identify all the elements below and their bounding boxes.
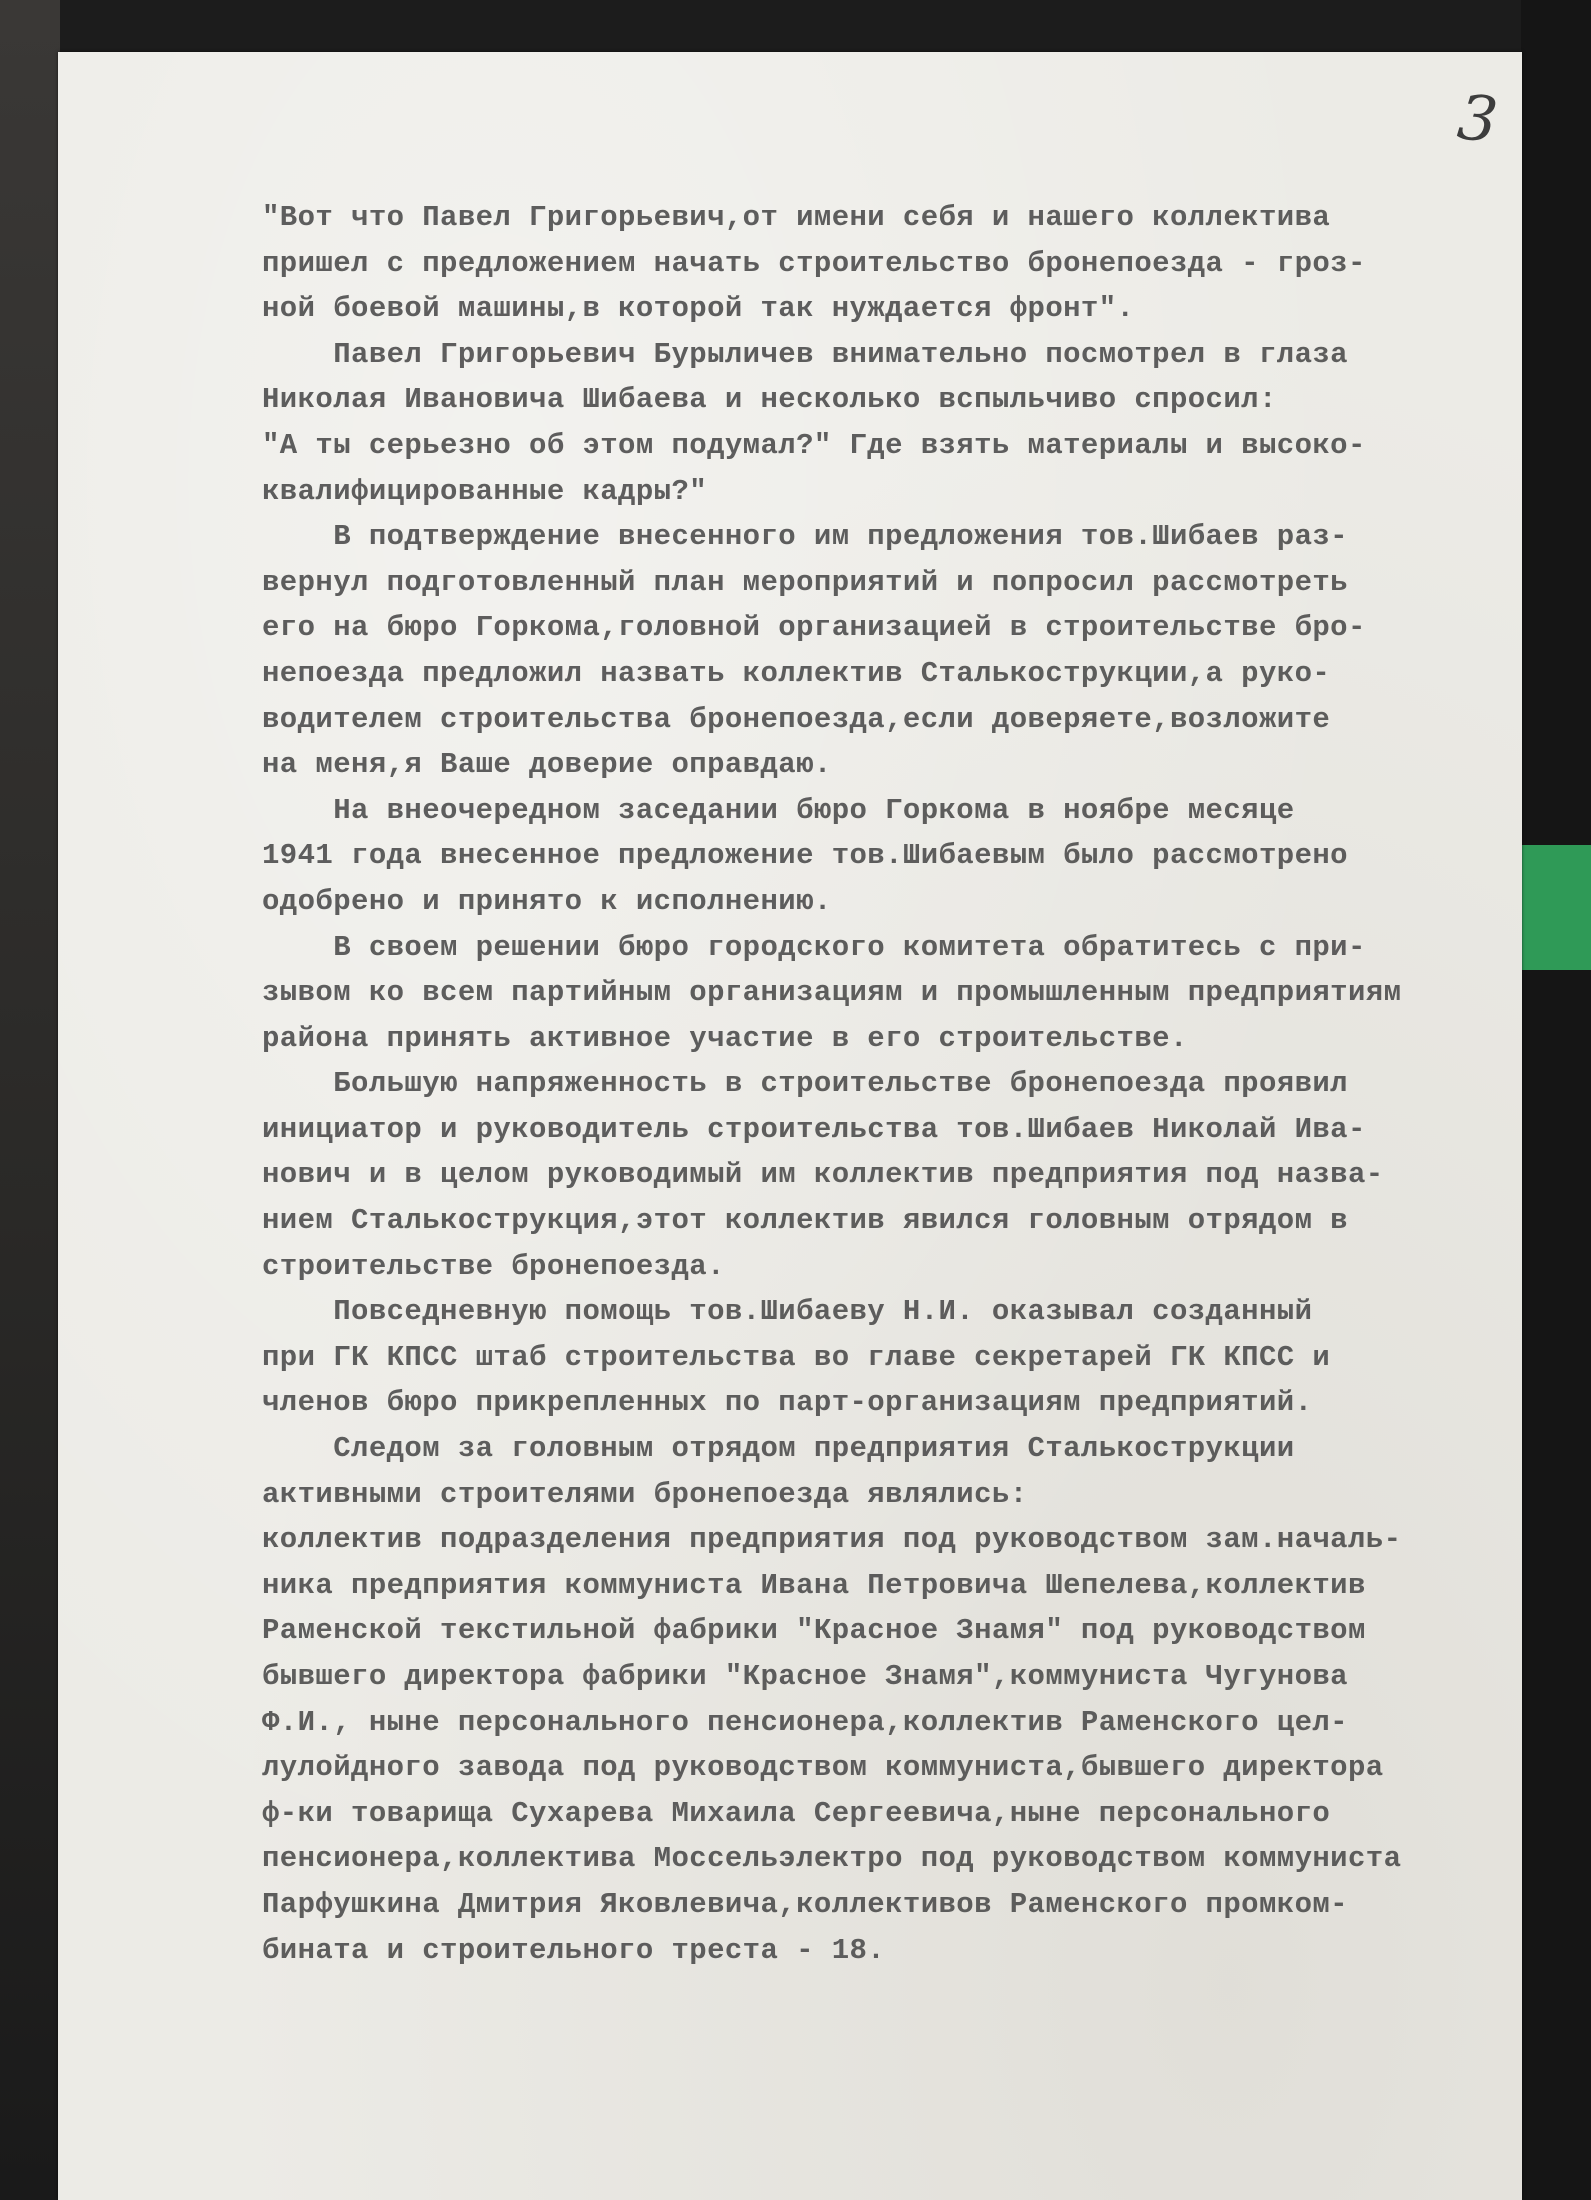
text-line: бината и строительного треста - 18. bbox=[262, 1933, 886, 1967]
text-line: 1941 года внесенное предложение тов.Шибаевым было рассмотрено bbox=[262, 839, 1348, 873]
text-line: Ф.И., ныне персонального пенсионера,коллектив Раменского цел- bbox=[262, 1705, 1348, 1739]
text-line: вернул подготовленный план мероприятий и попросил рассмотреть bbox=[262, 565, 1348, 599]
text-line: нием Сталькострукция,этот коллектив явился головным отрядом в bbox=[262, 1204, 1348, 1238]
text-line: Николая Ивановича Шибаева и несколько вспыльчиво спросил: bbox=[262, 383, 1277, 417]
text-line: В подтверждение внесенного им предложения тов.Шибаев раз- bbox=[262, 520, 1348, 554]
text-line: зывом ко всем партийным организациям и промышленным предприятиям bbox=[262, 976, 1402, 1010]
text-line: Повседневную помощь тов.Шибаеву Н.И. оказывал созданный bbox=[262, 1295, 1313, 1329]
document-body-text bbox=[262, 195, 1512, 1973]
text-line: В своем решении бюро городского комитета обратитесь с при- bbox=[262, 930, 1366, 964]
text-line: бывшего директора фабрики "Красное Знамя",коммуниста Чугунова bbox=[262, 1660, 1348, 1693]
text-line: непоезда предложил назвать коллектив Сталькострукции,а руко- bbox=[262, 656, 1331, 690]
text-line: водителем строительства бронепоезда,если доверяете,возложите bbox=[262, 702, 1331, 736]
text-line: пришел с предложением начать строительство бронепоезда - гроз- bbox=[262, 246, 1366, 280]
text-line: "А ты серьезно об этом подумал?" Где взять материалы и высоко- bbox=[262, 428, 1366, 462]
scanner-background-right bbox=[1521, 0, 1591, 2200]
scanner-background-left bbox=[0, 0, 60, 2200]
text-line: ника предприятия коммуниста Ивана Петровича Шепелева,коллектив bbox=[262, 1568, 1366, 1602]
text-line: одобрено и принято к исполнению. bbox=[262, 884, 832, 918]
text-line: На внеочередном заседании бюро Горкома в ноябре месяце bbox=[262, 793, 1295, 827]
text-line: квалифицированные кадры?" bbox=[262, 474, 708, 508]
text-line: Следом за головным отрядом предприятия Сталькострукции bbox=[262, 1432, 1295, 1466]
text-line: его на бюро Горкома,головной организацией в строительстве бро- bbox=[262, 611, 1366, 645]
text-line: нович и в целом руководимый им коллектив предприятия под назва- bbox=[262, 1158, 1384, 1192]
text-line: Большую напряженность в строительстве бронепоезда проявил bbox=[262, 1067, 1348, 1101]
text-line: Павел Григорьевич Бурыличев внимательно посмотрел в глаза bbox=[262, 337, 1348, 371]
text-line: ф-ки товарища Сухарева Михаила Сергеевича,ныне персонального bbox=[262, 1796, 1331, 1830]
text-line: пенсионера,коллектива Моссельэлектро под руководством коммуниста bbox=[262, 1842, 1402, 1876]
text-line: членов бюро прикрепленных по парт-организациям предприятий. bbox=[262, 1386, 1313, 1420]
page-number: 3 bbox=[1454, 80, 1502, 157]
text-line: Раменской текстильной фабрики "Красное Знамя" под руководством bbox=[262, 1614, 1366, 1648]
text-line: лулойдного завода под руководством коммуниста,бывшего директора bbox=[262, 1751, 1384, 1785]
text-line: строительстве бронепоезда. bbox=[262, 1249, 725, 1283]
text-line: Парфушкина Дмитрия Яковлевича,коллективов Раменского промком- bbox=[262, 1887, 1348, 1921]
text-line: при ГК КПСС штаб строительства во главе секретарей ГК КПСС и bbox=[262, 1340, 1331, 1374]
text-line: ной боевой машины,в которой так нуждается фронт". bbox=[262, 292, 1135, 326]
text-line: "Вот что Павел Григорьевич,от имени себя и нашего коллектива bbox=[262, 201, 1331, 234]
archive-color-tab bbox=[1521, 845, 1591, 970]
text-line: активными строителями бронепоезда являлись: bbox=[262, 1477, 1028, 1511]
text-line: на меня,я Ваше доверие оправдаю. bbox=[262, 748, 832, 782]
text-line: района принять активное участие в его строительстве. bbox=[262, 1021, 1188, 1055]
text-line: инициатор и руководитель строительства тов.Шибаев Николай Ива- bbox=[262, 1112, 1366, 1146]
text-line: коллектив подразделения предприятия под руководством зам.началь- bbox=[262, 1523, 1402, 1557]
